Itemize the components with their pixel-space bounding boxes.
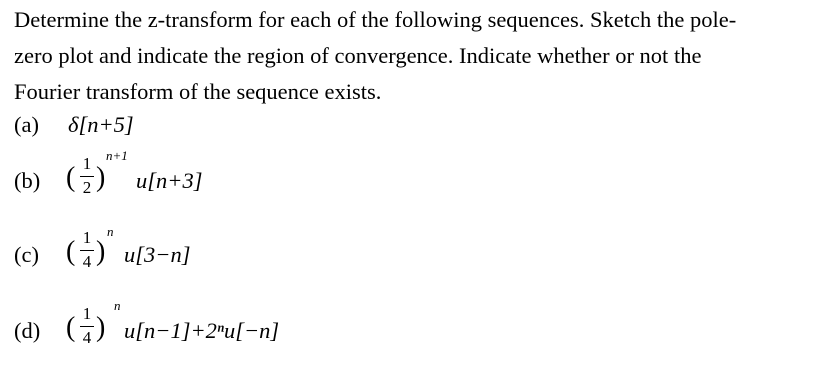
part-c-fraction-bar <box>80 250 94 251</box>
intro-line-2: zero plot and indicate the region of convergence. Indicate whether or not the <box>14 43 702 68</box>
part-b-exponent: n+1 <box>106 148 128 163</box>
part-c-expression: u[3−n] <box>124 242 191 267</box>
part-d-left-paren: ( <box>66 312 76 343</box>
part-d-fraction-bar <box>80 326 94 327</box>
part-b-label: (b) <box>14 168 41 193</box>
part-b-left-paren: ( <box>66 162 76 193</box>
part-c-fraction <box>78 226 96 286</box>
part-a-expression: δ[n+5] <box>68 112 134 137</box>
part-c-label: (c) <box>14 242 39 267</box>
part-d-exponent: n <box>114 298 121 313</box>
part-b-fraction-bar <box>80 176 94 177</box>
part-b-right-paren: ) <box>96 162 106 193</box>
part-b-expression: u[n+3] <box>136 168 203 193</box>
intro-line-1: Determine the z-transform for each of the following sequences. Sketch the pole- <box>14 7 737 32</box>
part-d-right-paren: ) <box>96 312 106 343</box>
part-d-fraction <box>78 302 96 362</box>
part-b-fraction <box>78 152 96 212</box>
intro-line-3: Fourier transform of the sequence exists. <box>14 79 382 104</box>
part-c-numerator: 1 <box>82 228 92 247</box>
part-c-exponent: n <box>107 224 114 239</box>
part-b-denominator: 2 <box>82 178 92 197</box>
part-d-label: (d) <box>14 318 41 343</box>
part-b-numerator: 1 <box>82 154 92 173</box>
part-d-numerator: 1 <box>82 304 92 323</box>
part-d-expression: u[n−1]+2ⁿu[−n] <box>124 318 280 343</box>
problem-statement <box>14 2 804 110</box>
part-d-denominator: 4 <box>82 328 92 347</box>
part-c-denominator: 4 <box>82 252 92 271</box>
part-c-left-paren: ( <box>66 236 76 267</box>
part-c-right-paren: ) <box>96 236 106 267</box>
part-a-label: (a) <box>14 112 39 137</box>
